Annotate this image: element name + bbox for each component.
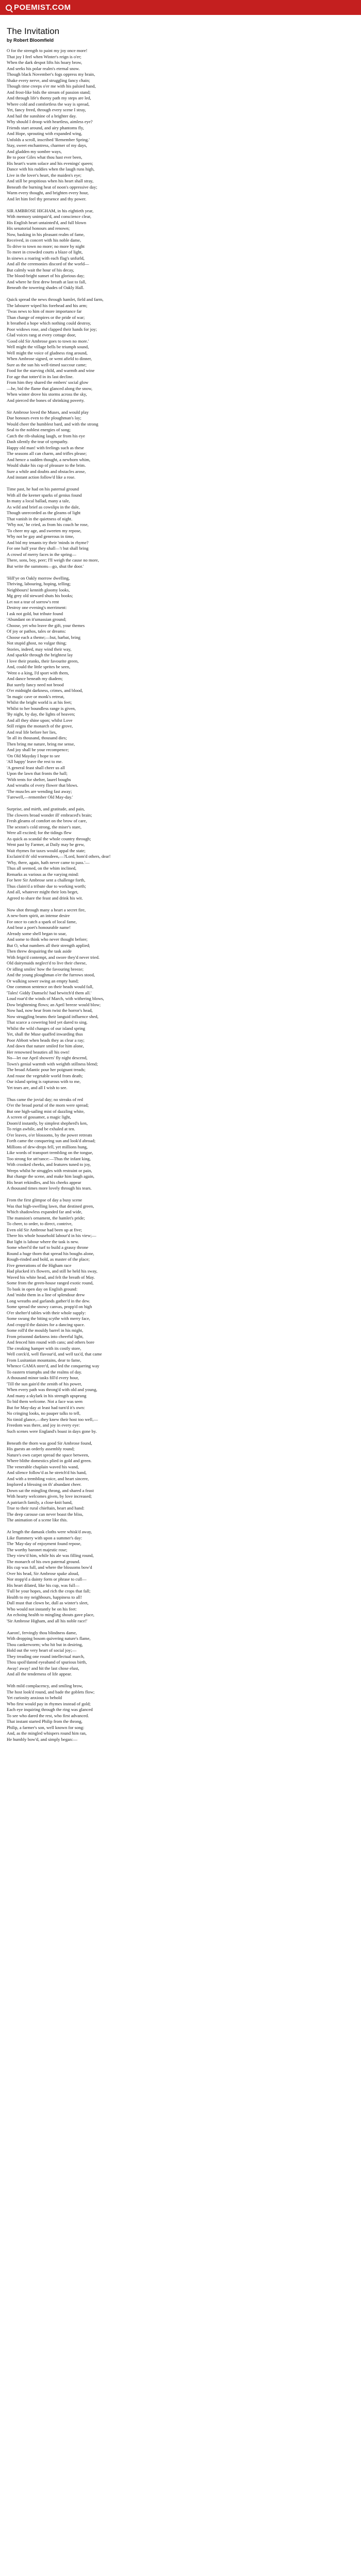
poem-line: Had plucked it's flowers, and still he held his sway, bbox=[7, 1268, 97, 1274]
poem-line: Let not a tear of sorrow's rent bbox=[7, 599, 59, 604]
poem-line: And Hope, sprouting with expanded wing, bbox=[7, 131, 83, 136]
poem-line: And hence a sudden thought, a newborn whim, bbox=[7, 456, 91, 462]
poem-line: Mg grey old steward shuts his books; bbox=[7, 593, 73, 598]
poem-line: And sparkle through the brightest lay bbox=[7, 652, 73, 657]
poem-line: Dash silently the tear of sympathy. bbox=[7, 439, 69, 444]
poem-line: Shake every nerve, and struggling fancy chain; bbox=[7, 77, 90, 83]
poem-line: Then bring me nature, bring me sense, bbox=[7, 741, 75, 747]
poem-line: Thou cankerworm; who hit but in desiring, bbox=[7, 1641, 83, 1647]
poem-line: To reign awhile, and be exhaled at ten. bbox=[7, 1126, 75, 1131]
poem-line: His heart's warm solace and his evenings' queen; bbox=[7, 160, 93, 166]
poem-line: In sinews a roaring with each flag's unfurld, bbox=[7, 255, 85, 261]
poem-line: Then threw despairing the task aside bbox=[7, 948, 72, 954]
poem-line: Received, in concert with his noble dame, bbox=[7, 238, 81, 243]
poem-line: Philip, a farmer's son, well known for song: bbox=[7, 1724, 85, 1730]
poem-line: Catch the rib-shaking laugh, or from his eye bbox=[7, 433, 85, 438]
poem-stanza bbox=[7, 1440, 354, 1523]
poem-line: Poor Abbott when heads they as clear a ray; bbox=[7, 1037, 85, 1043]
poem-line: Remarks as various as the varying mind: bbox=[7, 871, 79, 877]
poem-line: And fenced him round with cans; and others bore bbox=[7, 1340, 94, 1345]
poem-line: Thriving, labouring, hoping, telling; bbox=[7, 581, 71, 586]
logo-text: POEMIST.COM bbox=[14, 3, 71, 12]
poem-line: To meet in crowded courts a blaze of light, bbox=[7, 249, 83, 255]
poem-line: Who first would pay in rhymes instead of gold; bbox=[7, 1701, 91, 1706]
poem-line: The 'May-day of enjoyment found repose, bbox=[7, 1541, 81, 1546]
poem-line: Old dairymaids neglect'd to live their cheese, bbox=[7, 960, 87, 965]
poem-line: And all they shine upon; whilst Love bbox=[7, 717, 73, 723]
poem-line: The clowers broad wonder ill' embraced's brain; bbox=[7, 812, 92, 818]
poem-line: But change the scene, and make him laugh again, bbox=[7, 1174, 94, 1179]
poem-line: His guests an orderly assembly round; bbox=[7, 1446, 75, 1451]
poem-line: And let him feel thy presence and thy power. bbox=[7, 196, 87, 201]
poem-line: 'By night, by day, the lights of heaven; bbox=[7, 711, 75, 717]
poem-line: And rouse the vegetable world from death; bbox=[7, 1073, 83, 1078]
poem-author: by Robert Bloomfield bbox=[7, 38, 54, 43]
poem-line: Now shot through many a heart a secret fire, bbox=[7, 907, 86, 912]
poem-line: A screen of gossamer, a magic light, bbox=[7, 1114, 71, 1120]
poem-line: Aaeon!, fervingly thou blindness dame, bbox=[7, 1630, 77, 1635]
poem-line: At length the damask cloths were whisk'd away, bbox=[7, 1529, 92, 1534]
poem-line: Would shake his cup of pleasure to the brim. bbox=[7, 463, 86, 468]
poem-line: Hold out the very heart of social joy;— bbox=[7, 1648, 77, 1653]
poem-line: Where cold and comfortless the way is spread, bbox=[7, 101, 90, 107]
poem-line: And many a skylark in his strength upsprung bbox=[7, 1393, 87, 1398]
poem-line: Five generations of the Higham race bbox=[7, 1262, 72, 1268]
poem-body bbox=[7, 48, 354, 1742]
poem-line: Thou spoil'dannd eyeaband of spurious birth, bbox=[7, 1659, 87, 1665]
poem-line: Still reigns the monarch of the grove, bbox=[7, 723, 73, 728]
poem-line: SIR AMBROSE HIGHAM, in his eightieth year, bbox=[7, 208, 94, 213]
poem-line: When Ambrose signed, or went afield to dinner, bbox=[7, 356, 92, 361]
poem-line: Was that high-swelling lawn, that destined green, bbox=[7, 1203, 94, 1209]
poem-line: A new-born spirit, an intense desire bbox=[7, 913, 70, 918]
poem-line: 'Hill'ye on Oakly morrow dwelling, bbox=[7, 575, 70, 581]
poem-line: And frost-like bids the stream of passion stand; bbox=[7, 89, 91, 95]
poem-line: 'A general feast shall cheer us all bbox=[7, 765, 65, 770]
poem-line: Exclaim'd th' old wormsdeen,—?Lord, hom'd others, dear! bbox=[7, 854, 111, 859]
poem-stanza bbox=[7, 410, 354, 481]
poem-line: Dow brightening flows; an April breeze would blow; bbox=[7, 1002, 101, 1007]
poem-line: O for the strength to paint my joy once more! bbox=[7, 48, 88, 53]
poem-line: Freedom was there, and joy in every eye: bbox=[7, 1422, 80, 1428]
poem-stanza bbox=[7, 48, 354, 202]
poem-line: Food for the starving child, and warmth and wine bbox=[7, 368, 95, 373]
poem-line: Down sat the mingling throng, and shared a feast bbox=[7, 1487, 94, 1493]
poem-line: Poor widows rose, and clapped their hands for joy; bbox=[7, 326, 97, 332]
poem-line: And some to think who never thought before; bbox=[7, 937, 88, 942]
poem-line: 'In all its thousand, thousand dies; bbox=[7, 735, 67, 740]
poem-line: Not stupid ghost, no vulgar thing; bbox=[7, 640, 67, 646]
poem-line: With memory unimpair'd, and conscience clear, bbox=[7, 214, 91, 219]
poem-line: And hail the sunshine of a brighter day. bbox=[7, 113, 77, 118]
poem-line: And through life's thorny path my steps are led, bbox=[7, 95, 91, 100]
site-logo[interactable] bbox=[6, 3, 71, 12]
poem-line: As quick as scandal the whole country through; bbox=[7, 836, 91, 841]
poem-line: To drive to town no more; no more by night bbox=[7, 243, 85, 249]
poem-line: No cringing looks, no pauper talks to tell, bbox=[7, 1411, 80, 1416]
poem-line: As wild and brief as cowslips in the dale, bbox=[7, 504, 80, 510]
poem-line: From the first glimpse of day a busy scene bbox=[7, 1197, 83, 1202]
poem-line: O'er midnight darkness, crimes, and blood, bbox=[7, 688, 83, 693]
poem-line: The animation of a scene like this. bbox=[7, 1517, 68, 1522]
poem-line: Health to my neighbours, happiness to all! bbox=[7, 1594, 82, 1600]
poem-line: Which shadowless expanded far and wide, bbox=[7, 1209, 83, 1214]
poem-line: Would cheer the humblest bard, and with the strong bbox=[7, 421, 99, 427]
poem-line: No timid glance,—they knew their host too well,— bbox=[7, 1416, 98, 1422]
poem-stanza bbox=[7, 1097, 354, 1192]
poem-line: The creaking hamper with its costly store, bbox=[7, 1345, 81, 1351]
poem-line: Seal to the noblest energies of song; bbox=[7, 427, 71, 432]
poem-line: The labourer wiped his forehead and his arm; bbox=[7, 302, 88, 308]
poem-line: 'With tents for shelter, laurel boughs bbox=[7, 776, 71, 782]
poem-line: Well might the village bells be triumph sound, bbox=[7, 344, 89, 349]
poem-line: The seasons all can charm, and trifles please; bbox=[7, 451, 87, 456]
poem-line: Happy old man! with feelings such as these bbox=[7, 445, 84, 450]
poem-line: Though unrecorded as the gleams of light bbox=[7, 510, 81, 515]
poem-line: 'Twas news to him of more importance far bbox=[7, 309, 82, 314]
poem-line: They treading one round intellectual march, bbox=[7, 1653, 85, 1659]
poem-line: Friends start around, and airy phantoms fly, bbox=[7, 125, 84, 130]
poem-line: And all the ceremonies discord of the world— bbox=[7, 261, 89, 266]
poem-line: Waved his white head, and felt the breath of May. bbox=[7, 1274, 95, 1280]
poem-line: In many a local ballad, many a tale, bbox=[7, 498, 70, 503]
poem-line: Forth came the conquering sun and look'd abroad; bbox=[7, 1138, 96, 1143]
poem-line: 'Abundant on it'umassian ground; bbox=[7, 617, 67, 622]
poem-line: Nature's own carpet spread the space between, bbox=[7, 1452, 89, 1458]
poem-line: Some from the green-house ranged exotic round, bbox=[7, 1280, 94, 1285]
poem-line: Long wreaths and garlands gather'd in the dew. bbox=[7, 1298, 90, 1303]
poem-line: Doom'd instantly, by simplest shepherd's ken, bbox=[7, 1120, 88, 1126]
poem-line: And seeks his polar realm's eternal snow. bbox=[7, 65, 80, 71]
poem-line: To cheer, to order, to direct, contrive, bbox=[7, 1221, 73, 1226]
poem-line: It breathed a hope which nothing could destroy, bbox=[7, 320, 91, 326]
poem-line: Rough-rinded and bold, as master of the place; bbox=[7, 1257, 90, 1262]
poem-line: 'Till the sun gain'd the zenith of his power, bbox=[7, 1381, 82, 1386]
poem-stanza bbox=[7, 575, 354, 801]
poem-line: No—let our April showers' fly night descend, bbox=[7, 1055, 88, 1060]
poem-line: A crowd of merry faces in the spring— bbox=[7, 551, 76, 557]
poem-line: Beneath the burning heat of noon's oppressive day; bbox=[7, 184, 97, 190]
poem-line: When every path was throng'd with old and young, bbox=[7, 1387, 97, 1392]
poem-line: But calmly wait the hour of his decay, bbox=[7, 267, 74, 273]
poem-line: The monarch of his own paternal ground. bbox=[7, 1558, 80, 1564]
poem-line: And dance beneath my diadem; bbox=[7, 676, 63, 681]
poem-line: The worthy baronet majestic rose; bbox=[7, 1547, 68, 1552]
poem-line: Of joy or pathos, tales or dreams: bbox=[7, 629, 66, 634]
poem-line: 'Sir Ambrose Higham, and all his noble race!' bbox=[7, 1618, 88, 1623]
poem-line: Stories, indeed, may wind their way, bbox=[7, 646, 72, 652]
poem-line: 'Why not,' he cried, as from his couch he rose, bbox=[7, 522, 89, 527]
poem-line: He humbly bow'd, and simply began:— bbox=[7, 1736, 78, 1742]
poem-line: For one half year they shall—'t but shall bring bbox=[7, 546, 89, 551]
poem-line: Whilst to her boundless range is given, bbox=[7, 705, 76, 711]
poem-line: Implored a blessing on th' abundant cheer. bbox=[7, 1482, 81, 1487]
poem-line: But for May-day at least had turn'd it's own: bbox=[7, 1404, 85, 1410]
poem-line: And, as the mingled whispers round him ran, bbox=[7, 1731, 87, 1736]
poem-line: Sure a while and doubts and obstacles arose, bbox=[7, 468, 86, 474]
poem-line: Though black November's fogs oppress my brain, bbox=[7, 72, 95, 77]
poem-line: For once to catch a spark of local fame, bbox=[7, 919, 77, 924]
poem-line: Town's genial warmth with weighth stillness blend; bbox=[7, 1061, 98, 1066]
poem-line: A thousand times more lovely through his tears. bbox=[7, 1185, 92, 1191]
poem-line: Glad voices rang at every cottage door, bbox=[7, 332, 76, 337]
poem-line: Dull must that clown be, dull as winter's sleet, bbox=[7, 1600, 89, 1605]
magnifier-icon bbox=[6, 5, 12, 11]
poem-line: Were all excited; for the tidings flew bbox=[7, 830, 72, 835]
poem-title: The Invitation bbox=[7, 26, 60, 36]
poem-line: Yet, shall the Muse quaffed inwarding thus bbox=[7, 1031, 83, 1037]
poem-line: Too strong for utt'rance:—Thus the infant king, bbox=[7, 1156, 91, 1161]
poem-line: From prisonnd darkness into cheerful light, bbox=[7, 1333, 84, 1339]
poem-line: True to their rural chieftain, heart and hand: bbox=[7, 1505, 85, 1511]
poem-line: Away! away! and hit the last chose elust, bbox=[7, 1665, 79, 1671]
poem-stanza bbox=[7, 297, 354, 403]
poem-line: For here Sir Ambrose sent a challenge forth, bbox=[7, 877, 86, 883]
poem-line: An echoing health to mingling shouts gave place, bbox=[7, 1612, 94, 1617]
poem-line: O'er leaves, o'er blossoms, by the power retreats bbox=[7, 1132, 92, 1138]
poem-line: But surely fancy need not brood bbox=[7, 682, 64, 687]
poem-line: His senatorial honours and renown; bbox=[7, 226, 70, 231]
poem-line: Her renowned beauties all his own! bbox=[7, 1049, 70, 1055]
poem-line: A thousand minor tasks fill'd every hour, bbox=[7, 1375, 79, 1380]
poem-line: Yet tears are, and all I wish to see. bbox=[7, 1084, 68, 1090]
poem-line: Some spread the snowy canvas, propp'd on high bbox=[7, 1304, 92, 1309]
poem-stanza bbox=[7, 1683, 354, 1742]
poem-stanza bbox=[7, 806, 354, 901]
poem-line: 'Why, there, again, hath never came to pass.'— bbox=[7, 859, 90, 865]
poem-line: The mansion's ornament, the hamlet's pride; bbox=[7, 1215, 85, 1221]
poem-line: Even old Sir Ambrose had been up at five; bbox=[7, 1227, 83, 1232]
poem-line: Loud roar'd the winds of March, with withering blows, bbox=[7, 996, 104, 1001]
poem-line: Quick spread the news through hamlet, field and farm, bbox=[7, 297, 104, 302]
poem-line: Sir Ambrose loved the Muses, and would play bbox=[7, 409, 89, 415]
poem-line: But light is labour where the task is new. bbox=[7, 1239, 79, 1244]
poem-line: And pierced the bones of shrinking poverty. bbox=[7, 397, 85, 403]
poem-line: His heart rekindles, and his cheeks appear bbox=[7, 1179, 81, 1185]
poem-line: 'Farewell,—remember Old May-day.' bbox=[7, 794, 73, 800]
poem-line: The host look'd round, and bade the goblets flow; bbox=[7, 1689, 95, 1694]
poem-line: Some roll'd the mouldy barrel in his might, bbox=[7, 1328, 84, 1333]
poem-line: The sexton's cold strong, the miser's stare, bbox=[7, 824, 81, 829]
poem-line: The deep carouse can never boast the bliss, bbox=[7, 1511, 84, 1517]
poem-line: Agreed to share the feast and drink his wit. bbox=[7, 895, 83, 901]
poem-line: 'In magic cave or monk's retreat, bbox=[7, 693, 64, 699]
poem-line: Well might the voice of gladness ring around, bbox=[7, 350, 88, 355]
poem-line: And with a trembling voice, and heart sincere, bbox=[7, 1476, 89, 1481]
poem-line: With feign'd contempt, and swore they'd never tried. bbox=[7, 954, 100, 960]
poem-line: Now struggling beams their languid influence shed, bbox=[7, 1013, 99, 1019]
poem-line: And where he first drew breath at last to fall, bbox=[7, 279, 87, 284]
poem-line: 'The muscles are wending fast away; bbox=[7, 788, 72, 794]
poem-line: A patriarch family, a close-knit band, bbox=[7, 1499, 73, 1505]
poem-line: Where blithe domestics plied in gold and green. bbox=[7, 1458, 92, 1463]
poem-line: Sure as the sun his well-timed succour came; bbox=[7, 362, 87, 367]
poem-line: And, could the little sprites be seen, bbox=[7, 664, 71, 669]
poem-line: Some wheel'd the turf to build a grassy throne bbox=[7, 1245, 89, 1250]
poem-line: Went past by Farmer, at Daily may be grew, bbox=[7, 842, 85, 847]
poem-line: O'er the broad portal of the morn were spread; bbox=[7, 1103, 89, 1108]
poem-line: With hearty welcomes given, by love increased; bbox=[7, 1494, 92, 1499]
poem-line: O'er shelter'd tables with their whole supply: bbox=[7, 1310, 86, 1315]
poem-content bbox=[0, 15, 361, 2576]
poem-line: And bear a poet's honourable name! bbox=[7, 925, 71, 930]
poem-line: I ask not gold, but tribute found bbox=[7, 611, 63, 616]
poem-line: Each eye inquiring through the ring was glanced bbox=[7, 1707, 93, 1712]
poem-line: One common sentence on their heads would fall, bbox=[7, 984, 94, 989]
poem-line: Thus came the jovial day; no streaks of red bbox=[7, 1096, 83, 1102]
poem-line: 'Tales! Giddy Damsels! had bewitch'd them all.' bbox=[7, 990, 92, 995]
poem-line: And cropp'd the daisies for a dancing space. bbox=[7, 1321, 85, 1327]
poem-line: And joy shall be your recompence; bbox=[7, 747, 69, 752]
poem-line: For age that totter'd in its last decline. bbox=[7, 374, 74, 379]
poem-line: Surprise, and mirth, and gratitude, and pain, bbox=[7, 806, 85, 811]
poem-line: But O, what numbers all their strength applied; bbox=[7, 942, 90, 948]
poem-stanza bbox=[7, 907, 354, 1091]
poem-line: Thus claim'd a tribute due to working worth; bbox=[7, 883, 86, 889]
poem-line: Some swung the biting scythe with merry face, bbox=[7, 1316, 90, 1321]
poem-line: Time past, he had on his paternal ground bbox=[7, 486, 79, 492]
poem-stanza bbox=[7, 1197, 354, 1434]
poem-line: To see who dared the rest, who first advanced. bbox=[7, 1713, 89, 1718]
poem-line: Whilst the bright world is at his feet; bbox=[7, 700, 72, 705]
poem-line: The blood-bright sunset of his glorious day; bbox=[7, 273, 85, 278]
poem-line: That instant started Philip from the throng, bbox=[7, 1719, 83, 1724]
poem-line: The venerable chaplain waved his wand, bbox=[7, 1464, 79, 1469]
poem-line: Whilst the wild changes of our island spring bbox=[7, 1025, 86, 1031]
poem-line: And gladden my sombre ways, bbox=[7, 148, 62, 154]
poem-line: There his whole household labour'd in his view;— bbox=[7, 1233, 96, 1238]
poem-line: Who would not instantly be on his feet: bbox=[7, 1606, 77, 1612]
poem-line: Choose each a theme;—but, harbat, bring bbox=[7, 634, 80, 640]
poem-line: And silence follow'd as he stretch'd his hand, bbox=[7, 1470, 87, 1475]
poem-line: With all the keener sparks of genius found bbox=[7, 492, 82, 498]
poem-line: Choose, yet who leave the gift, your themes bbox=[7, 622, 85, 628]
poem-line: Upon the lawn that fronts the hall; bbox=[7, 771, 68, 776]
poem-line: That joy I feel when Winter's reign is o'er; bbox=[7, 54, 81, 59]
poem-line: Destroy one evening's merriment: bbox=[7, 605, 67, 610]
poem-line: There, sons, boy, peer; I'll weigh the cause no more, bbox=[7, 557, 99, 563]
poem-line: And real life before her lies, bbox=[7, 729, 57, 735]
poem-line: Stay, sweet enchantress, charmer of my days, bbox=[7, 143, 87, 148]
poem-line: 'On Old Mayday I hope to see bbox=[7, 753, 60, 758]
poem-line: And instant action follow'd like a rose. bbox=[7, 474, 76, 480]
poem-line: His heart dilated, like his cup, was full— bbox=[7, 1582, 80, 1588]
poem-line: Whence GAMA steer'd, and led the conquering way bbox=[7, 1363, 100, 1368]
poem-line: Be to poor Giles what thou hast ever been, bbox=[7, 155, 83, 160]
poem-line: Why not be gay and generous in time, bbox=[7, 534, 74, 539]
poem-stanza bbox=[7, 1529, 354, 1624]
poem-line: Dance with his ruddies when the laugh runs high, bbox=[7, 166, 95, 172]
poem-line: —he, bid the flame that glanced along the snow, bbox=[7, 385, 93, 391]
poem-line: But write the summons—go, shut the door.' bbox=[7, 563, 84, 569]
poem-line: Our island spring is rapturous with to me, bbox=[7, 1079, 81, 1084]
poem-line: Why should I droop with heartless, aimless eye? bbox=[7, 119, 93, 124]
poem-line: The broad Atlantic pour her poignant treads; bbox=[7, 1067, 86, 1072]
poem-line: When winter drove his storms across the sky, bbox=[7, 392, 87, 397]
poem-line: 'To cheer my age, and sweeten my repose, bbox=[7, 528, 81, 533]
poem-line: When the dark despot lifts his hoary brow, bbox=[7, 60, 82, 65]
poem-line: Already some shell began to soar, bbox=[7, 930, 67, 936]
poem-line: Than change of empires or the pride of war; bbox=[7, 314, 85, 320]
poem-line: His English heart untainted'd, and full blown bbox=[7, 219, 87, 225]
poem-line: Millions of dew-drops fell, yet millions hung, bbox=[7, 1144, 88, 1149]
poem-line: Like words of transport trembling on the tongue, bbox=[7, 1150, 93, 1155]
poem-line: 'Went o a king, I'd sport with them, bbox=[7, 670, 69, 675]
poem-line: And dawn that nature smiled for him alone, bbox=[7, 1043, 84, 1048]
poem-line: With mild complacency, and smiling brow, bbox=[7, 1683, 83, 1688]
poem-line: Beneath the towering shades of Oakly Hall. bbox=[7, 285, 85, 290]
poem-line: 'Good old Sir Ambrose goes to town no more.' bbox=[7, 338, 89, 344]
poem-line: Yet curiosity anxious to behold bbox=[7, 1695, 62, 1700]
poem-line: With dropping bosom quivering nature's flame, bbox=[7, 1636, 91, 1641]
poem-line: That vanish in the quietness of night. bbox=[7, 516, 73, 521]
poem-line: Beneath the thorn was good Sir Ambrose found, bbox=[7, 1440, 92, 1446]
poem-line: Warm every thought, and brighten every hour, bbox=[7, 190, 89, 195]
poem-line: Well corck'd, well flavour'd, and well tax'd, that came bbox=[7, 1351, 102, 1357]
poem-line: From him they shared the embers' social glow bbox=[7, 380, 89, 385]
poem-line: And still be propitious when his heart shall stray, bbox=[7, 178, 94, 183]
poem-line: Live in the lover's heart, the maiden's eye; bbox=[7, 172, 81, 178]
poem-line: Unfolds a scroll, inscribed 'Remember Spring.' bbox=[7, 137, 90, 142]
poem-line: Nor stopp'd a dainty form or phrase to cull— bbox=[7, 1577, 87, 1582]
poem-line: Over his head, Sir Ambrose spake aloud, bbox=[7, 1570, 79, 1576]
poem-line: Though time creeps o'er me with his palsied hand, bbox=[7, 83, 96, 89]
poem-line: To bid them welcome. Not a face was seen bbox=[7, 1399, 83, 1404]
poem-line: And all the tenderness of life appear. bbox=[7, 1671, 72, 1676]
poem-line: Round a huge thorn that spread his boughs alone, bbox=[7, 1250, 94, 1256]
poem-line: To eastern triumphs and the realms of day. bbox=[7, 1369, 82, 1375]
poem-line: Or idling smiles' how the favouring breeze; bbox=[7, 966, 84, 972]
poem-line: Such scenes were England's boast in days gone by. bbox=[7, 1428, 97, 1434]
poem-line: To bask in open day on English ground: bbox=[7, 1286, 78, 1292]
poem-line: Or walking sower swing an empty hand; bbox=[7, 978, 79, 984]
poem-line: 'All happy' leave the rest to me. bbox=[7, 759, 63, 764]
poem-stanza bbox=[7, 486, 354, 569]
poem-line: With crooked cheeks, and features tuned to joy, bbox=[7, 1162, 91, 1167]
poem-line: Neighbours! kennith gloomy looks, bbox=[7, 587, 70, 592]
poem-line: And 'midst them in a line of splendour drew bbox=[7, 1292, 85, 1297]
poem-line: Thus all seemed, on the whim inclined, bbox=[7, 866, 77, 871]
site-header bbox=[0, 0, 361, 15]
poem-line: Wait rhymes for taxes would appal the state; bbox=[7, 848, 86, 853]
poem-stanza bbox=[7, 1630, 354, 1677]
poem-line: Like flummery with upon a summer's day: bbox=[7, 1535, 83, 1540]
poem-line: Now had, now hear from twist the horror's head, bbox=[7, 1008, 93, 1013]
poem-line: From Lusitanian mountains, dear to fame, bbox=[7, 1357, 81, 1363]
poem-line: Due honours even to the ploughman's lay; bbox=[7, 415, 81, 420]
poem-line: His cup was full, and where the blossoms bow'd bbox=[7, 1565, 92, 1570]
poem-line: But one high-sailing mist of dazzling white, bbox=[7, 1108, 85, 1114]
poem-line: 'Full be your hopes, and rich the crops that fall; bbox=[7, 1588, 91, 1594]
poem-line: Now, basking in his pleasant realm of fame, bbox=[7, 231, 85, 237]
poem-line: And the young ploughman o'er the furrows stood, bbox=[7, 972, 95, 977]
poem-line: That scarce a cowering bird yet dared to sing. bbox=[7, 1020, 88, 1025]
poem-line: Fresh gleams of comfort on the brow of care, bbox=[7, 818, 87, 823]
poem-line: Weeps whilst he struggles with restraint or pain, bbox=[7, 1167, 92, 1173]
poem-line: And bid my tenants try their 'minds in rhyme? bbox=[7, 539, 89, 545]
poem-line: I love their pranks, their favourite green, bbox=[7, 658, 79, 664]
poem-line: They view'd him, while his ale was filling round, bbox=[7, 1553, 94, 1558]
poem-stanza bbox=[7, 208, 354, 291]
poem-line: And wreaths of every flower that blows. bbox=[7, 783, 78, 788]
poem-line: Yet, fancy freed, through every scene I stray, bbox=[7, 107, 86, 112]
poem-line: And all, whatever might their lots beget, bbox=[7, 889, 78, 894]
